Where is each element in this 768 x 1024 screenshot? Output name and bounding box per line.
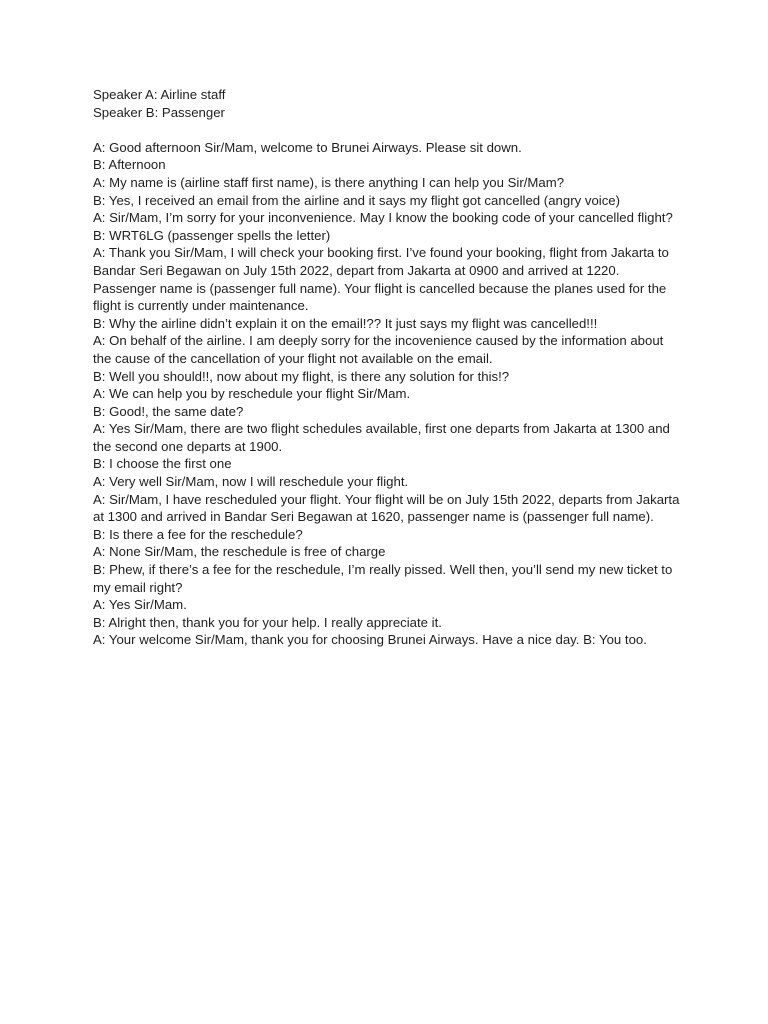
dialogue-line: A: Thank you Sir/Mam, I will check your booking first. I’ve found your booking, flight from Jakarta to Bandar Seri Begawan on July 15th 2022, depart from Jakarta at 0900 and arrived at 1220. Passenger name is (passenger full name). Your flight is cancelled because the planes used for the flight is currently under maintenance. — [93, 245, 669, 314]
document-page — [93, 86, 683, 649]
dialogue-line: B: Good!, the same date? — [93, 403, 244, 419]
dialogue-line: B: Afternoon — [93, 157, 166, 173]
dialogue-line: A: We can help you by reschedule your flight Sir/Mam. — [93, 386, 411, 402]
dialogue-line: A: Good afternoon Sir/Mam, welcome to Brunei Airways. Please sit down. — [93, 139, 522, 155]
dialogue-line: B: Alright then, thank you for your help. I really appreciate it. — [93, 614, 442, 630]
speaker-legend — [93, 86, 683, 121]
dialogue-line: A: On behalf of the airline. I am deeply sorry for the incovenience caused by the information about the cause of the cancellation of your flight not available on the email. — [93, 333, 664, 366]
dialogue-line: A: Sir/Mam, I’m sorry for your inconvenience. May I know the booking code of your cancelled flight? — [93, 210, 673, 226]
dialogue-line: B: Phew, if there’s a fee for the reschedule, I’m really pissed. Well then, you’ll send my new ticket to my email right? — [93, 562, 673, 595]
dialogue-line: A: Sir/Mam, I have rescheduled your flight. Your flight will be on July 15th 2022, departs from Jakarta at 1300 and arrived in Bandar Seri Begawan at 1620, passenger name is (passenger full name). — [93, 491, 680, 525]
dialogue-line: B: Well you should!!, now about my flight, is there any solution for this!? — [93, 368, 510, 384]
dialogue-line: A: Very well Sir/Mam, now I will reschedule your flight. — [93, 474, 409, 490]
dialogue-line: A: Yes Sir/Mam, there are two flight schedules available, first one departs from Jakarta at 1300 and the second one departs at 1900. — [93, 421, 670, 454]
dialogue-line: B: Is there a fee for the reschedule? — [93, 526, 303, 542]
dialogue-line: A: Your welcome Sir/Mam, thank you for choosing Brunei Airways. Have a nice day. B: You too. — [93, 632, 647, 648]
dialogue-line: B: Why the airline didn’t explain it on the email!?? It just says my flight was cancelled!!! — [93, 315, 598, 331]
dialogue-line: A: Yes Sir/Mam. — [93, 597, 187, 613]
dialogue — [93, 139, 683, 649]
dialogue-line: A: None Sir/Mam, the reschedule is free of charge — [93, 544, 386, 560]
dialogue-line: B: I choose the first one — [93, 456, 232, 472]
dialogue-line: A: My name is (airline staff first name), is there anything I can help you Sir/Mam? — [93, 174, 565, 190]
speaker-b-label: Speaker B: Passenger — [93, 104, 225, 120]
dialogue-line: B: Yes, I received an email from the airline and it says my flight got cancelled (angry voice) — [93, 192, 621, 208]
dialogue-line: B: WRT6LG (passenger spells the letter) — [93, 227, 331, 243]
spacer — [93, 121, 683, 139]
speaker-a-label: Speaker A: Airline staff — [93, 87, 226, 102]
